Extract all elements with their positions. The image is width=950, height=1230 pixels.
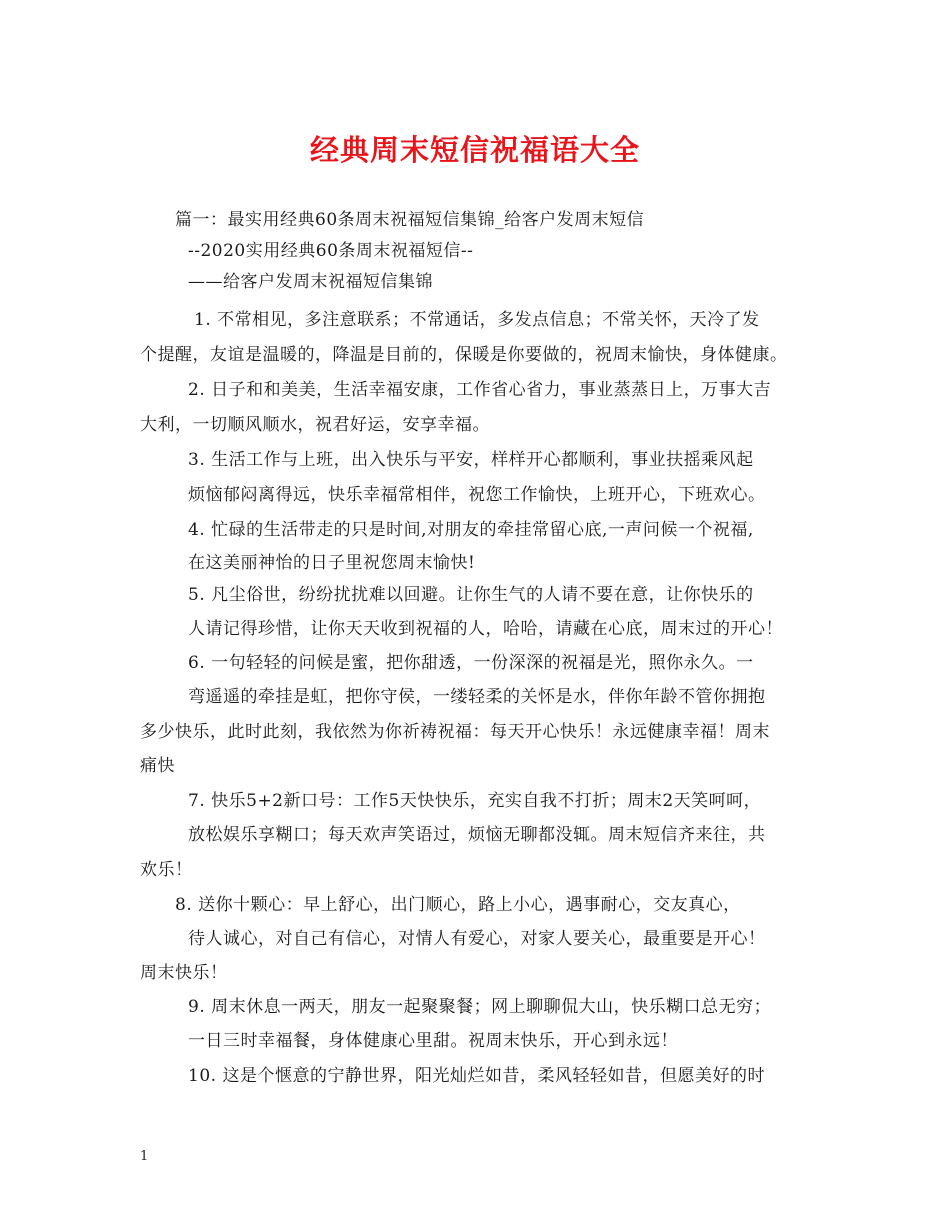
text-line: 欢乐！ <box>140 860 193 880</box>
text-line: ——给客户发周末祝福短信集锦 <box>188 272 433 292</box>
text-line: 痛快 <box>140 756 175 776</box>
text-line: 大利，一切顺风顺水，祝君好运，安享幸福。 <box>140 415 490 435</box>
text-line: 6. 一句轻轻的问候是蜜，把你甜透，一份深深的祝福是光，照你永久。一 <box>188 653 754 673</box>
text-line: 2. 日子和和美美，生活幸福安康，工作省心省力，事业蒸蒸日上，万事大吉 <box>188 380 772 400</box>
text-line: 多少快乐，此时此刻，我依然为你祈祷祝福：每天开心快乐！永远健康幸福！周末 <box>140 722 770 742</box>
text-line: 待人诚心，对自己有信心，对情人有爱心，对家人要关心，最重要是开心！ <box>188 929 766 949</box>
text-line: 8. 送你十颗心：早上舒心，出门顺心，路上小心，遇事耐心，交友真心， <box>175 895 741 915</box>
text-line: 弯遥遥的牵挂是虹，把你守侯，一缕轻柔的关怀是水，伴你年龄不管你拥抱 <box>188 687 766 707</box>
text-line: 5. 凡尘俗世，纷纷扰扰难以回避。让你生气的人请不要在意，让你快乐的 <box>188 585 754 605</box>
text-line: 人请记得珍惜，让你天天收到祝福的人，哈哈，请藏在心底，周末过的开心！ <box>188 619 783 639</box>
text-line: 3. 生活工作与上班，出入快乐与平安，样样开心都顺利，事业扶摇乘风起 <box>188 450 754 470</box>
text-line: 个提醒，友谊是温暖的，降温是目前的，保暖是你要做的，祝周末愉快，身体健康。 <box>140 345 788 365</box>
text-line: 4. 忙碌的生活带走的只是时间,对朋友的牵挂常留心底,一声问候一个祝福, <box>188 520 754 540</box>
text-line: 10. 这是个惬意的宁静世界，阳光灿烂如昔，柔风轻轻如昔，但愿美好的时 <box>188 1066 765 1086</box>
text-line: 7. 快乐5+2新口号：工作5天快快乐，充实自我不打折；周末2天笑呵呵， <box>188 791 762 811</box>
text-line: 周末快乐！ <box>140 963 228 983</box>
document-title: 经典周末短信祝福语大全 <box>309 133 640 167</box>
text-line: 一日三时幸福餐，身体健康心里甜。祝周末快乐，开心到永远！ <box>188 1031 678 1051</box>
text-line: 放松娱乐享糊口；每天欢声笑语过，烦恼无聊都没辄。周末短信齐来往，共 <box>188 825 766 845</box>
text-line: 篇一：最实用经典60条周末祝福短信集锦_给客户发周末短信 <box>175 210 645 230</box>
text-line: 1. 不常相见，多注意联系；不常通话，多发点信息；不常关怀，天冷了发 <box>194 310 760 330</box>
text-line: 在这美丽神怡的日子里祝您周末愉快! <box>188 553 476 573</box>
text-line: 烦恼郁闷离得远，快乐幸福常相伴，祝您工作愉快，上班开心，下班欢心。 <box>188 485 766 505</box>
text-line: --2020实用经典60条周末祝福短信-- <box>188 241 474 261</box>
page-number: 1 <box>140 1149 149 1164</box>
text-line: 9. 周末休息一两天，朋友一起聚聚餐；网上聊聊侃大山，快乐糊口总无穷； <box>188 997 772 1017</box>
